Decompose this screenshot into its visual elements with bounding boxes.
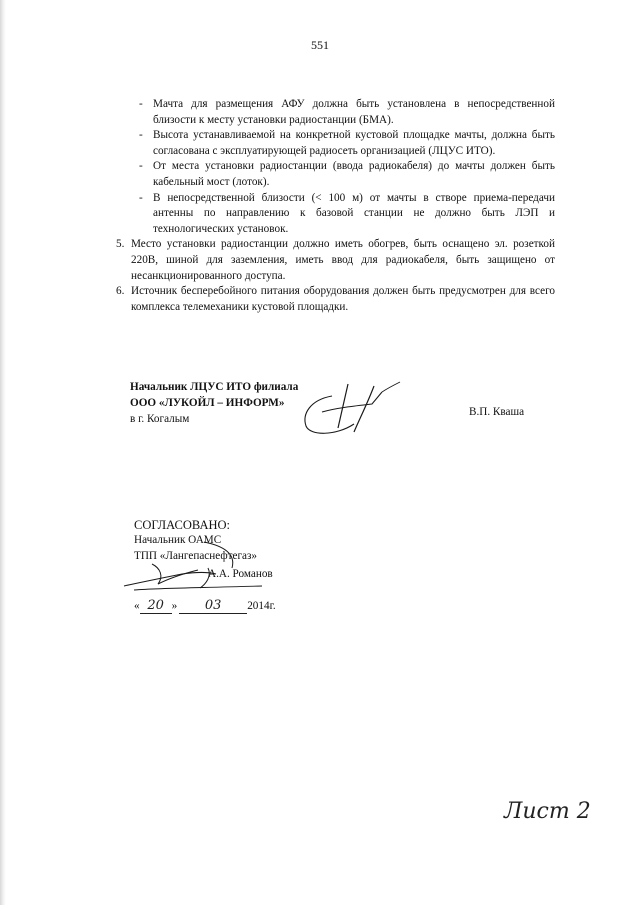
bullet-item [130, 128, 555, 159]
bullet-dash: - [139, 98, 143, 110]
bullet-text: В непосредственной близости (< 100 м) от мачты в створе приема-передачи антенны по направлению к базовой станции не должно быть ЛЭП и технологических установок. [153, 191, 555, 235]
date-year: 2014г. [247, 600, 276, 612]
numbered-item [116, 237, 555, 284]
approval-company: ТПП «Лангепаснефтегаз» [134, 549, 258, 562]
date-day-field [140, 598, 172, 614]
document-body [116, 97, 555, 315]
approval-heading: СОГЛАСОВАНО: [134, 518, 231, 532]
signatory-name: В.П. Кваша [469, 406, 525, 418]
bullet-dash: - [139, 129, 143, 142]
bullet-text: От места установки радиостанции (ввода радиокабеля) до мачты должен быть кабельный мост (лоток). [153, 160, 555, 188]
approval-date [134, 598, 276, 614]
item-text: Источник бесперебойного питания оборудования должен быть предусмотрен для всего комплекса телемеханики кустовой площадки. [131, 285, 555, 313]
bullet-item [130, 159, 555, 190]
date-close-quote: » [171, 600, 178, 612]
sheet-note-text: Лист 2 [504, 799, 591, 824]
scan-edge [0, 0, 6, 905]
numbered-item [116, 284, 555, 315]
handwritten-signature [296, 378, 406, 440]
date-open-quote: « [134, 600, 140, 612]
item-text: Место установки радиостанции должно иметь обогрев, быть оснащено эл. розеткой 220В, шиной для заземления, иметь ввод для радиокабеля, быть защищено от несанкционированного доступа. [131, 238, 555, 282]
approval-name: А.А. Романов [208, 568, 273, 580]
handwritten-sheet-note [500, 790, 600, 830]
date-month-field [179, 598, 247, 614]
bullet-item [130, 191, 555, 238]
bullet-dash: - [139, 191, 143, 204]
approval-title: Начальник ОАМС [134, 534, 222, 547]
signatory-location: в г. Когалым [130, 413, 190, 425]
date-day: 20 [147, 598, 164, 613]
signatory-company: ООО «ЛУКОЙЛ – ИНФОРМ» [130, 397, 285, 409]
signatory-block [130, 379, 298, 427]
bullet-text: Мачта для размещения АФУ должна быть установлена в непосредственной близости к месту установки радиостанции (БМА). [153, 98, 555, 126]
signatory-title: Начальник ЛЦУС ИТО филиала [130, 381, 299, 393]
date-month: 03 [204, 598, 222, 613]
approval-signature [112, 528, 292, 598]
page-number: 551 [311, 38, 329, 52]
bullet-text: Высота устанавливаемой на конкретной кустовой площадке мачты, должна быть согласована с эксплуатирующей радиосеть организацией (ЛЦУС ИТО). [153, 129, 555, 157]
item-number: 5. [116, 238, 125, 251]
bullet-dash: - [139, 160, 143, 173]
bullet-item [130, 97, 555, 128]
item-number: 6. [116, 285, 125, 298]
